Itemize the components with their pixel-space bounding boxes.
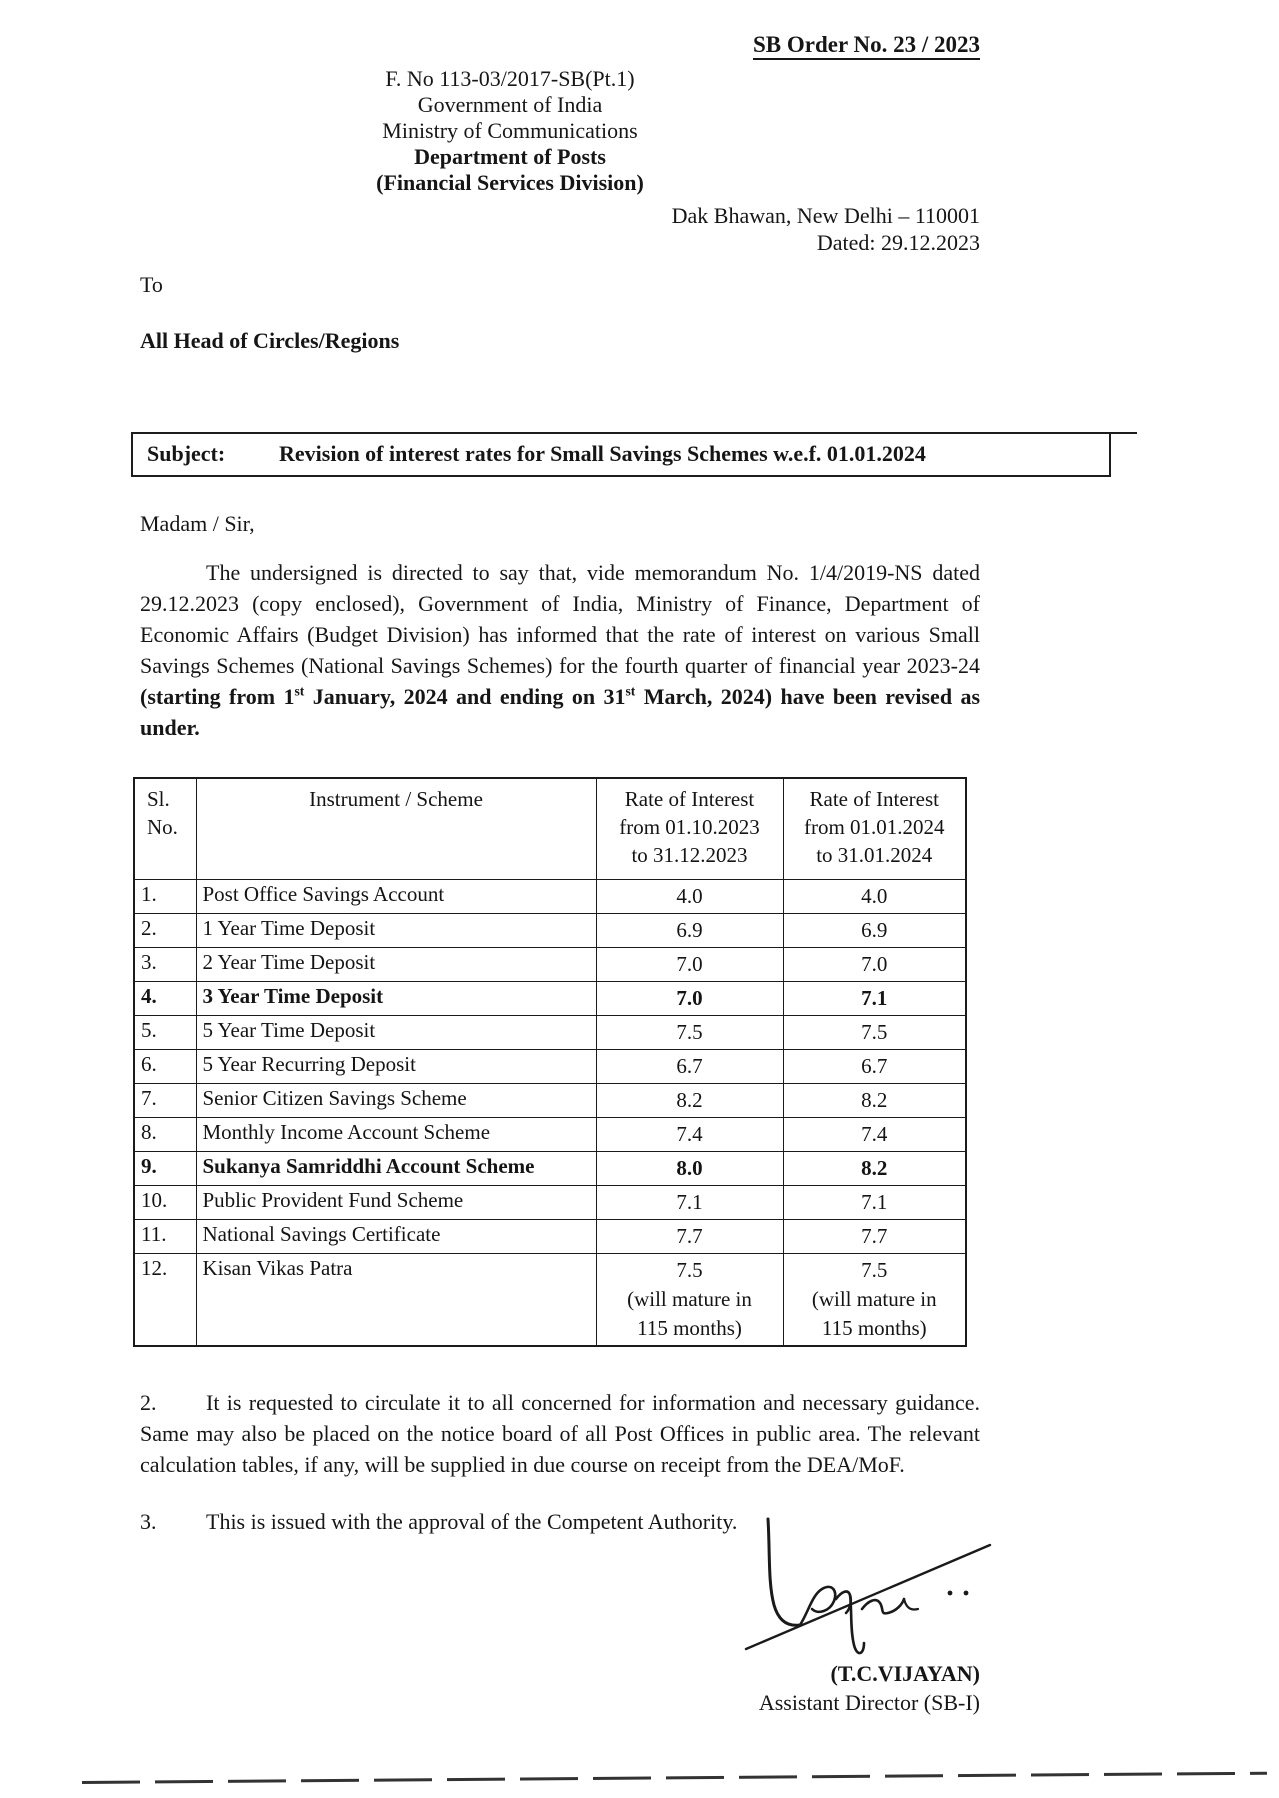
- table-row: [134, 1254, 966, 1347]
- place-line: Dak Bhawan, New Delhi – 110001: [671, 203, 980, 228]
- subject-text: Revision of interest rates for Small Savings Schemes w.e.f. 01.01.2024: [279, 441, 926, 466]
- table-cell: 7.0: [596, 948, 783, 982]
- table-row: [134, 1016, 966, 1050]
- letterhead: [140, 66, 880, 196]
- signature-scrawl: [650, 1517, 1010, 1667]
- table-cell: 7.4: [596, 1118, 783, 1152]
- table-cell: 2.: [134, 914, 196, 948]
- table-cell: 4.0: [596, 880, 783, 914]
- paragraph-number: 3.: [140, 1509, 157, 1534]
- table-header-row: [134, 778, 966, 880]
- body-paragraph-1: [140, 557, 980, 743]
- table-body: [134, 880, 966, 1347]
- table-cell: 10.: [134, 1186, 196, 1220]
- table-cell: 9.: [134, 1152, 196, 1186]
- table-row: [134, 1118, 966, 1152]
- table-cell: 11.: [134, 1220, 196, 1254]
- table-cell: Monthly Income Account Scheme: [196, 1118, 596, 1152]
- table-row: [134, 1084, 966, 1118]
- table-cell: 7.0: [783, 948, 966, 982]
- table-cell: 3.: [134, 948, 196, 982]
- table-cell: National Savings Certificate: [196, 1220, 596, 1254]
- table-cell: 7.4: [783, 1118, 966, 1152]
- table-cell: Senior Citizen Savings Scheme: [196, 1084, 596, 1118]
- table-cell: 5 Year Time Deposit: [196, 1016, 596, 1050]
- table-row: [134, 1186, 966, 1220]
- table-cell: 5 Year Recurring Deposit: [196, 1050, 596, 1084]
- table-row: [134, 1220, 966, 1254]
- table-cell: 12.: [134, 1254, 196, 1347]
- to-label: To: [140, 272, 163, 297]
- body-paragraph-3: 3. This is issued with the approval of the Competent Authority.: [140, 1506, 980, 1537]
- table-cell: 6.: [134, 1050, 196, 1084]
- file-number: F. No 113-03/2017-SB(Pt.1): [385, 66, 635, 91]
- table-header-cell: Instrument / Scheme: [196, 778, 596, 880]
- sb-order-number: SB Order No. 23 / 2023: [140, 0, 980, 58]
- table-cell: Kisan Vikas Patra: [196, 1254, 596, 1347]
- place-and-date: [140, 202, 980, 256]
- table-cell: 7.7: [596, 1220, 783, 1254]
- table-header-cell: Sl. No.: [134, 778, 196, 880]
- table-cell: 7.5 (will mature in 115 months): [596, 1254, 783, 1347]
- table-row: [134, 948, 966, 982]
- table-cell: 7.0: [596, 982, 783, 1016]
- table-row: [134, 880, 966, 914]
- table-cell: Post Office Savings Account: [196, 880, 596, 914]
- table-row: [134, 1152, 966, 1186]
- table-cell: 7.5 (will mature in 115 months): [783, 1254, 966, 1347]
- table-cell: 6.9: [596, 914, 783, 948]
- table-cell: 7.5: [596, 1016, 783, 1050]
- table-cell: 7.1: [596, 1186, 783, 1220]
- signatory-title: Assistant Director (SB-I): [758, 1690, 980, 1715]
- para1-regular: The undersigned is directed to say that, vide memorandum No. 1/4/2019-NS dated 29.12.2023 (copy enclosed), Government of India, Ministry of Finance, Department of Economic Affairs (Budget Division) has informed that the rate of interest on various Small Savings Schemes (National Savings Schemes) for the fourth quarter of financial year 2023-24: [140, 560, 980, 678]
- org-line: Ministry of Communications: [382, 118, 638, 143]
- org-line: (Financial Services Division): [376, 170, 644, 195]
- table-row: [134, 1050, 966, 1084]
- paragraph-number: 2.: [140, 1390, 157, 1415]
- table-cell: 6.7: [783, 1050, 966, 1084]
- subject-label: Subject:: [147, 441, 226, 466]
- page-bottom-rule: [82, 1772, 1267, 1784]
- body-paragraph-2: 2. It is requested to circulate it to all concerned for information and necessary guidance. Same may also be placed on the notice board of all Post Offices in public area. The relevant calculation tables, if any, will be supplied in due course on receipt from the DEA/MoF.: [140, 1387, 980, 1480]
- table-row: [134, 914, 966, 948]
- signature-block: [140, 1541, 980, 1731]
- table-cell: 8.0: [596, 1152, 783, 1186]
- table-cell: 7.1: [783, 982, 966, 1016]
- date-line: Dated: 29.12.2023: [816, 230, 980, 255]
- table-cell: 5.: [134, 1016, 196, 1050]
- org-line: Department of Posts: [414, 144, 606, 169]
- table-cell: 8.2: [596, 1084, 783, 1118]
- table-cell: 7.1: [783, 1186, 966, 1220]
- table-row: [134, 982, 966, 1016]
- table-cell: 3 Year Time Deposit: [196, 982, 596, 1016]
- table-cell: 1 Year Time Deposit: [196, 914, 596, 948]
- table-cell: 8.2: [783, 1152, 966, 1186]
- table-cell: 4.0: [783, 880, 966, 914]
- salutation: Madam / Sir,: [140, 511, 255, 536]
- table-header-cell: Rate of Interest from 01.10.2023 to 31.12.2023: [596, 778, 783, 880]
- table-cell: 7.: [134, 1084, 196, 1118]
- interest-rates-table: [133, 777, 967, 1347]
- addressee: All Head of Circles/Regions: [140, 328, 400, 353]
- table-cell: 2 Year Time Deposit: [196, 948, 596, 982]
- table-cell: 8.: [134, 1118, 196, 1152]
- para1-bold: (starting from 1st January, 2024 and ending on 31st March, 2024) have been revised as under.: [140, 683, 981, 740]
- subject-box: [131, 432, 1111, 477]
- org-line: Government of India: [417, 92, 603, 117]
- table-cell: Public Provident Fund Scheme: [196, 1186, 596, 1220]
- signatory-name: (T.C.VIJAYAN): [830, 1661, 980, 1686]
- table-cell: 1.: [134, 880, 196, 914]
- table-cell: 6.7: [596, 1050, 783, 1084]
- table-cell: 8.2: [783, 1084, 966, 1118]
- table-cell: 4.: [134, 982, 196, 1016]
- table-cell: Sukanya Samriddhi Account Scheme: [196, 1152, 596, 1186]
- table-cell: 7.5: [783, 1016, 966, 1050]
- table-cell: 7.7: [783, 1220, 966, 1254]
- table-cell: 6.9: [783, 914, 966, 948]
- table-header-cell: Rate of Interest from 01.01.2024 to 31.01.2024: [783, 778, 966, 880]
